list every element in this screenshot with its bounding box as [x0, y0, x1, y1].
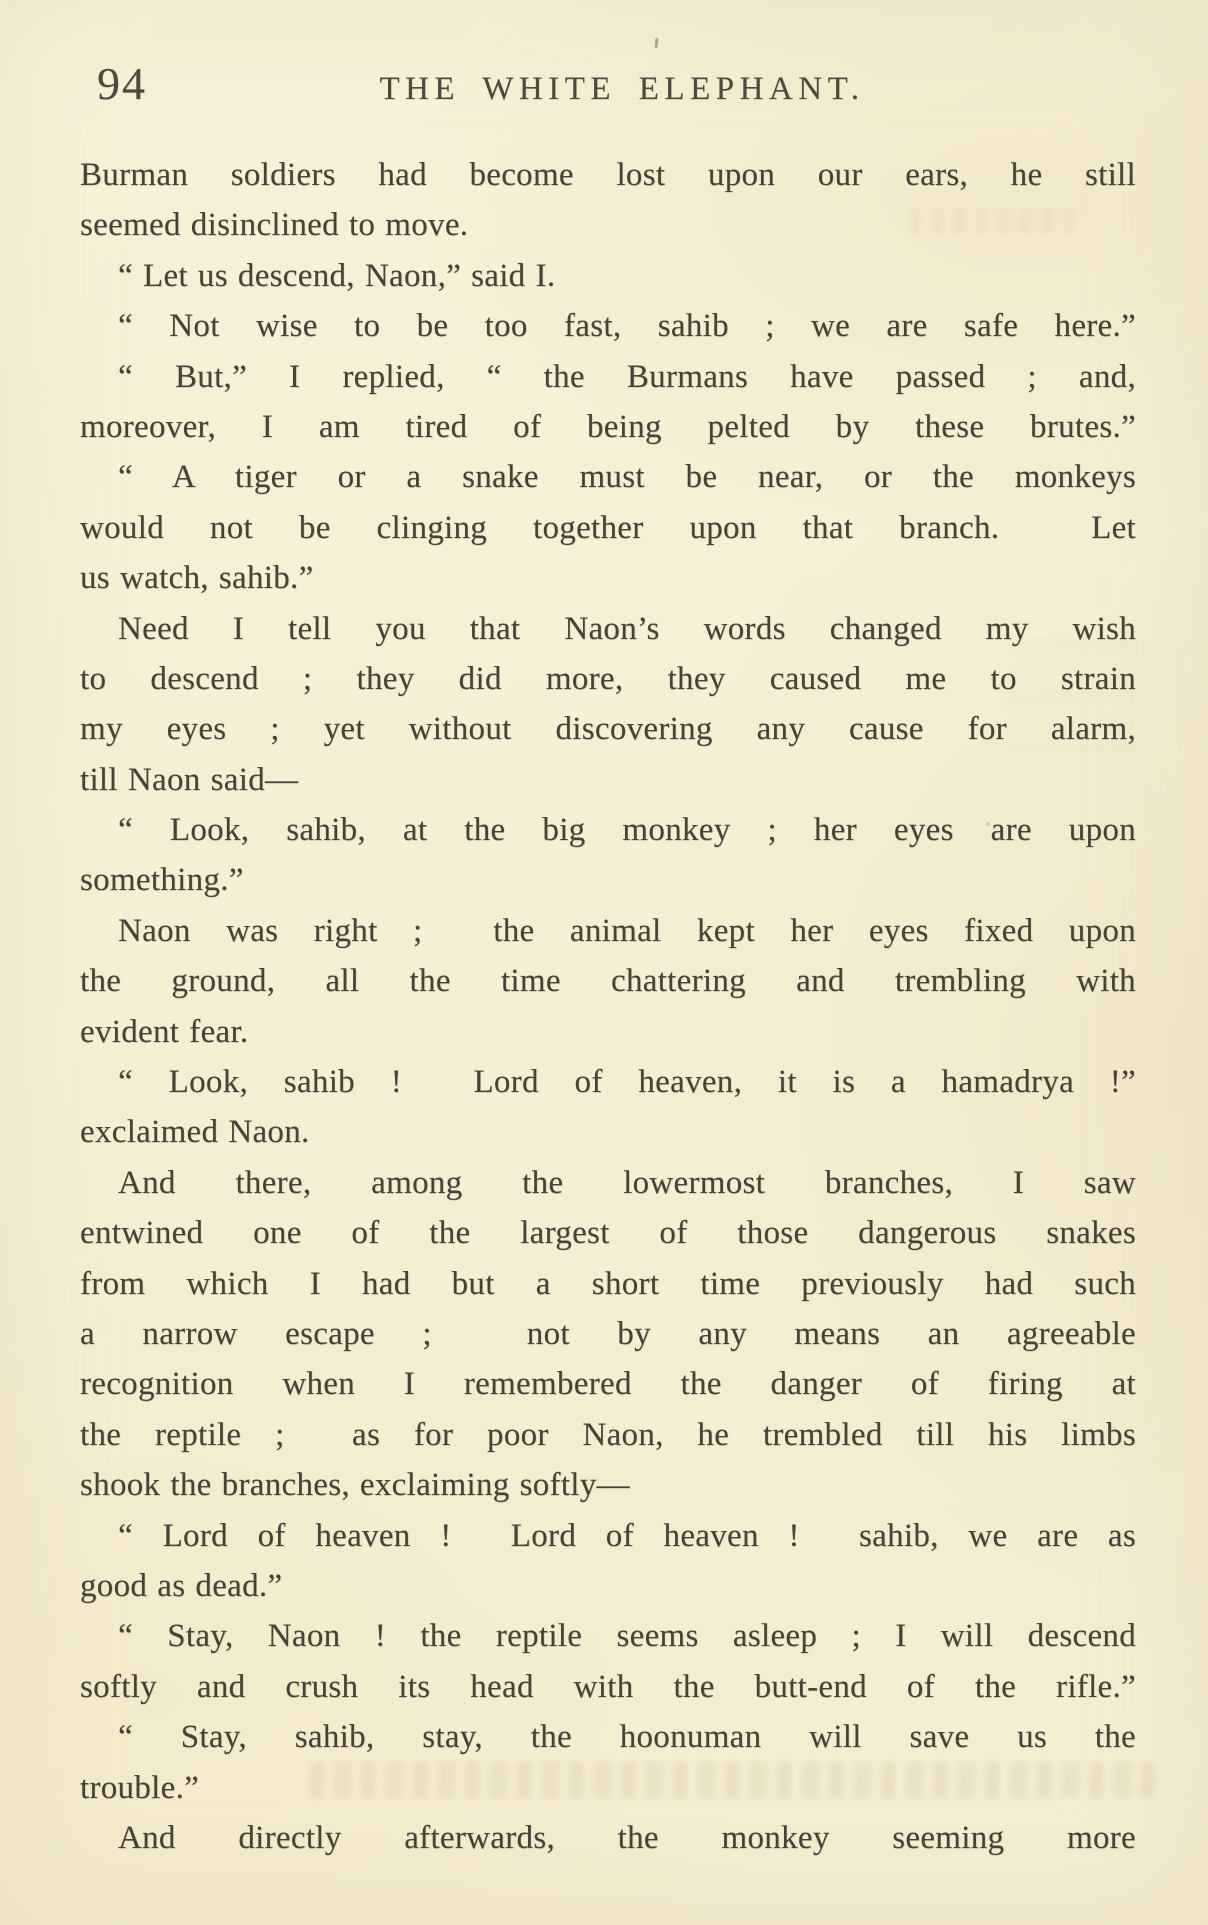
paper-speck: [654, 38, 658, 48]
text-line: the ground, all the time chattering and trembling with: [80, 963, 1136, 1000]
text-line: evident fear.: [80, 1013, 249, 1050]
text-line: “ Let us descend, Naon,” said I.: [118, 257, 556, 294]
text-line: my eyes ; yet without discovering any cause for alarm,: [80, 711, 1136, 748]
text-line: “ Stay, sahib, stay, the hoonuman will save us the: [118, 1719, 1136, 1756]
text-line: And there, among the lowermost branches, I saw: [118, 1164, 1136, 1201]
text-line: softly and crush its head with the butt-end of the rifle.”: [80, 1668, 1136, 1705]
text-line: “ A tiger or a snake must be near, or the monkeys: [118, 459, 1136, 496]
text-line: something.”: [80, 862, 244, 899]
text-line: exclaimed Naon.: [80, 1114, 310, 1151]
page-body: [80, 150, 1136, 1863]
text-line: “ Not wise to be too fast, sahib ; we are safe here.”: [118, 308, 1136, 345]
text-line: a narrow escape ; not by any means an agreeable: [80, 1315, 1136, 1352]
text-line: “ Look, sahib, at the big monkey ; her eyes are upon: [118, 812, 1136, 849]
text-line: Burman soldiers had become lost upon our ears, he still: [80, 157, 1136, 193]
text-line: “ Look, sahib ! Lord of heaven, it is a hamadrya !”: [118, 1064, 1136, 1101]
text-line: Naon was right ; the animal kept her eyes fixed upon: [118, 912, 1136, 949]
text-line: And directly afterwards, the monkey seeming more: [118, 1819, 1136, 1856]
text-line: “ But,” I replied, “ the Burmans have passed ; and,: [118, 358, 1136, 395]
text-line: to descend ; they did more, they caused me to strain: [80, 660, 1136, 697]
text-line: “ Lord of heaven ! Lord of heaven ! sahib, we are as: [118, 1517, 1136, 1554]
text-line: “ Stay, Naon ! the reptile seems asleep ; I will descend: [118, 1618, 1136, 1655]
text-line: from which I had but a short time previously had such: [80, 1265, 1136, 1302]
text-line: entwined one of the largest of those dangerous snakes: [80, 1215, 1136, 1252]
text-line: us watch, sahib.”: [80, 560, 314, 597]
running-title: THE WHITE ELEPHANT.: [379, 71, 865, 107]
text-line: recognition when I remembered the danger of firing at: [80, 1366, 1136, 1403]
text-line: would not be clinging together upon that branch. Let: [80, 509, 1136, 546]
text-line: moreover, I am tired of being pelted by these brutes.”: [80, 408, 1136, 445]
text-line: good as dead.”: [80, 1567, 283, 1604]
text-line: seemed disinclined to move.: [80, 207, 469, 244]
text-line: Need I tell you that Naon’s words changed my wish: [118, 610, 1136, 647]
text-line: the reptile ; as for poor Naon, he trembled till his limbs: [80, 1416, 1136, 1453]
text-line: trouble.”: [80, 1769, 200, 1806]
page-number: 94: [97, 58, 147, 109]
text-line: till Naon said—: [80, 761, 299, 798]
text-line: shook the branches, exclaiming softly—: [80, 1467, 630, 1504]
